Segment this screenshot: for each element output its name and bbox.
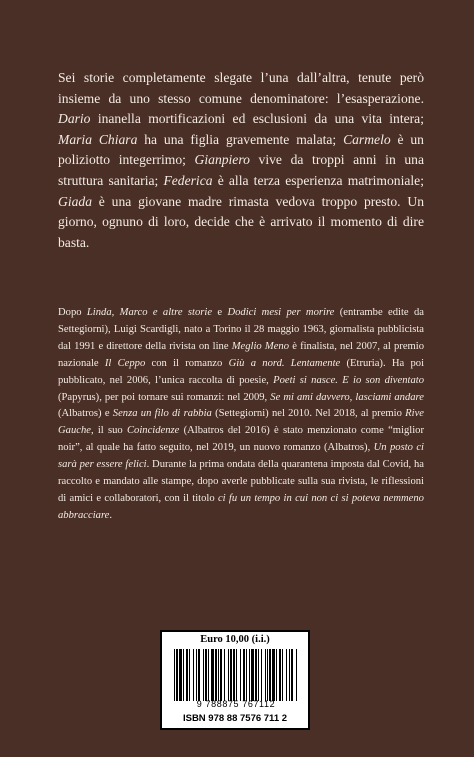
barcode-bar (261, 649, 262, 701)
book-title: Poeti si nasce. E io son diventato (273, 374, 424, 386)
barcode-bar (196, 649, 197, 701)
bio-text: con il romanzo (145, 357, 229, 369)
barcode-digits: 9 788875 767112 (196, 699, 276, 709)
bio-text: (Settegiorni) nel 2010. Nel 2018, al premio (211, 408, 406, 420)
barcode-bar (296, 649, 297, 701)
bio-text: (Albatros del 2016) è stato menzionato come “miglior noir”, al quale ha fatto seguito, nel 2019, un nuovo romanzo (Albatros), (58, 425, 424, 454)
bio-text: (Etruria). Ha poi pubblicato, nel 2006, l’unica raccolta di poesie, (58, 357, 425, 386)
bio-text: , il suo (90, 425, 127, 437)
character-name: Federica (163, 172, 213, 188)
barcode-bar (198, 649, 200, 701)
book-title: Senza un filo di rabbia (112, 408, 212, 420)
character-name: Dario (58, 111, 91, 127)
author-bio-paragraph (58, 305, 424, 525)
barcode-bar (176, 649, 178, 701)
synopsis-text: inanella mortificazioni ed esclusioni da una vita intera; (90, 111, 424, 127)
barcode-bar (282, 649, 283, 701)
barcode-bar (255, 649, 257, 701)
barcode-bar (246, 649, 247, 701)
barcode-bar (249, 649, 250, 701)
synopsis-text: è alla terza esperienza matrimoniale; (212, 172, 424, 188)
barcode-bar (251, 649, 254, 701)
book-title: Se mi ami davvero, lasciami andare (270, 391, 424, 403)
isbn-barcode (172, 649, 300, 701)
barcode-bar (208, 649, 209, 701)
synopsis-text: è un poliziotto integerrimo; (58, 131, 424, 168)
barcode-bar (179, 649, 182, 701)
book-title: Giù a nord. Lentamente (228, 357, 341, 369)
barcode-bar (211, 649, 214, 701)
award-title: Il Ceppo (104, 357, 146, 369)
isbn-number: ISBN 978 88 7576 711 2 (182, 713, 288, 724)
award-title: Rive Gauche (58, 408, 424, 437)
magazine-title: Meglio Meno (231, 340, 290, 352)
barcode-bar (218, 649, 219, 701)
bio-text: e (212, 307, 228, 318)
barcode-bar (286, 649, 287, 701)
barcode-bar (269, 649, 271, 701)
character-name: Gianpiero (194, 152, 250, 168)
barcode-bar (220, 649, 222, 701)
barcode-bar (189, 649, 190, 701)
book-title: Linda, Marco e altre storie (86, 307, 213, 318)
character-name: Carmelo (343, 131, 391, 147)
barcode-bar (193, 649, 194, 701)
barcode-bar (186, 649, 188, 701)
price-barcode-box (160, 630, 310, 730)
barcode-bar (233, 649, 235, 701)
price-label: Euro 10,00 (i.i.) (200, 634, 270, 645)
barcode-bar (183, 649, 184, 701)
book-title: ci fu un tempo in cui non ci si poteva nemmeno abbracciare (58, 492, 424, 521)
book-title: Un posto ci sarà per essere felici (58, 442, 424, 471)
bio-text: è finalista, nel 2007, al premio nazionale (58, 340, 424, 369)
book-title: Coincidenze (126, 425, 180, 437)
barcode-bar (230, 649, 232, 701)
barcode-bar (240, 649, 241, 701)
barcode-bar (276, 649, 277, 701)
synopsis-text: Sei storie completamente slegate l’una dall’altra, tenute però insieme da uno stesso comune denominatore: l’esasperazione. (58, 70, 424, 106)
character-name: Giada (58, 193, 92, 209)
barcode-bar (265, 649, 266, 701)
barcode-bar (215, 649, 217, 701)
character-name: Maria Chiara (58, 131, 138, 147)
bio-text: . Durante la prima ondata della quarantena imposta dal Covid, ha raccolto e mandato alle stampe, dopo averle pubblicate sulla sua rivista, le riflessioni di amici e collaboratori, con il titolo (58, 459, 424, 504)
synopsis-text: ha una figlia gravemente malata; (137, 131, 344, 147)
bio-text: Dopo (58, 307, 87, 318)
barcode-bar (291, 649, 293, 701)
bio-text: . (109, 509, 113, 521)
barcode-bar (243, 649, 245, 701)
barcode-bar (228, 649, 229, 701)
bio-text: (Papyrus), per poi tornare sui romanzi: nel 2009, (58, 391, 271, 403)
barcode-bar (279, 649, 281, 701)
synopsis-paragraph (58, 68, 424, 253)
barcode-bar (224, 649, 225, 701)
barcode-bar (289, 649, 290, 701)
synopsis-text: è una giovane madre rimasta vedova troppo presto. Un giorno, ognuno di loro, decide che è arrivato il momento di dire basta. (58, 193, 424, 250)
synopsis-text: vive da troppi anni in una struttura sanitaria; (58, 152, 424, 188)
barcode-bar (258, 649, 259, 701)
bio-text: (Albatros) e (58, 408, 113, 420)
book-title: Dodici mesi per morire (227, 307, 335, 318)
barcode-bar (272, 649, 275, 701)
barcode-bar (267, 649, 268, 701)
barcode-bar (236, 649, 237, 701)
barcode-bar (205, 649, 207, 701)
bio-text: (entrambe edite da Settegiorni), Luigi Scardigli, nato a Torino il 28 maggio 1963, giornalista pubblicista dal 1991 e direttore della rivista on line (58, 307, 424, 352)
barcode-bar (174, 649, 175, 701)
barcode-bar (203, 649, 204, 701)
